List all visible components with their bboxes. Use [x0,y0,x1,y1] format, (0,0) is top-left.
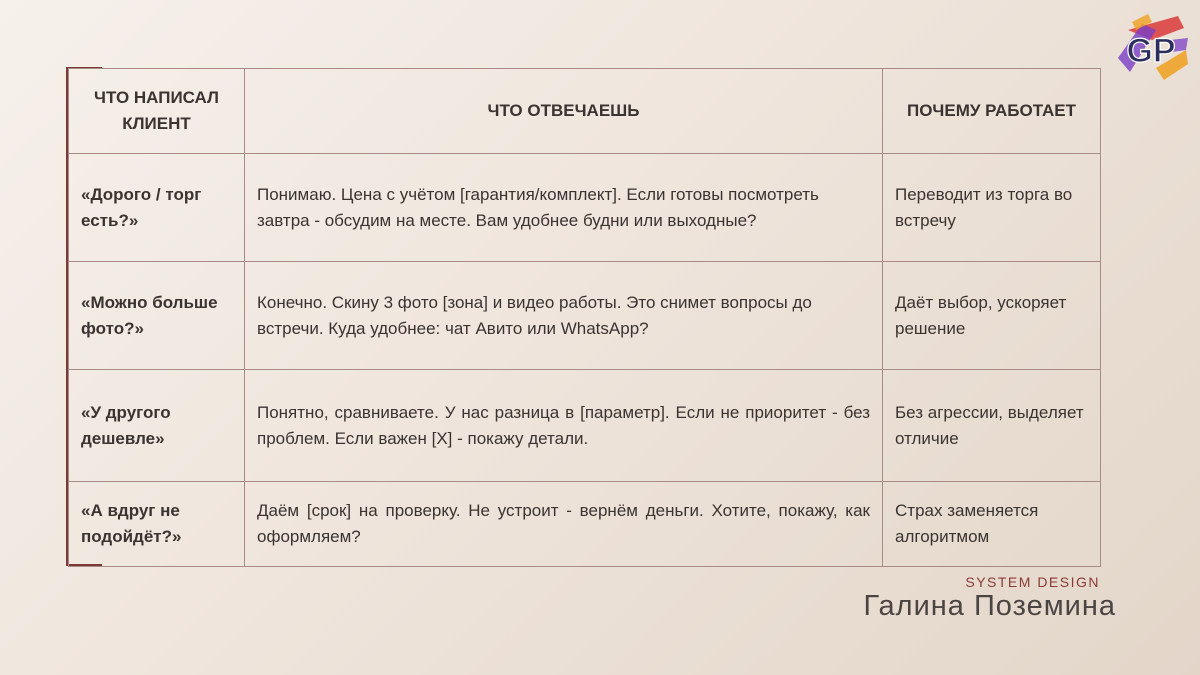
reason-text: Без агрессии, выделяет отличие [883,370,1101,482]
logo-text: GP [1126,32,1176,70]
client-message: «Можно больше фото?» [69,262,245,370]
client-message: «У другого дешевле» [69,370,245,482]
table-row [69,262,1101,370]
signature-name: Галина Поземина [863,590,1116,622]
table-row [69,154,1101,262]
answer-text: Конечно. Скину 3 фото [зона] и видео работы. Это снимет вопросы до встречи. Куда удобнее: чат Авито или WhatsApp? [245,262,883,370]
header-why: ПОЧЕМУ РАБОТАЕТ [883,69,1101,154]
answer-text: Понимаю. Цена с учётом [гарантия/комплект]. Если готовы посмотреть завтра - обсудим на месте. Вам удобнее будни или выходные? [245,154,883,262]
header-answer: ЧТО ОТВЕЧАЕШЬ [245,69,883,154]
client-message: «Дорого / торг есть?» [69,154,245,262]
reason-text: Страх заменяется алгоритмом [883,482,1101,567]
table-row [69,370,1101,482]
signature-tag: SYSTEM DESIGN [965,574,1100,590]
response-table [68,68,1100,566]
answer-text: Даём [срок] на проверку. Не устроит - вернём деньги. Хотите, покажу, как оформляем? [245,482,883,567]
table-row [69,482,1101,567]
table-header-row [69,69,1101,154]
answer-text: Понятно, сравниваете. У нас разница в [параметр]. Если не приоритет - без проблем. Если важен [X] - покажу детали. [245,370,883,482]
client-message: «А вдруг не подойдёт?» [69,482,245,567]
reason-text: Даёт выбор, ускоряет решение [883,262,1101,370]
brand-logo [1112,10,1190,88]
reason-text: Переводит из торга во встречу [883,154,1101,262]
gp-logo-icon [1112,10,1190,88]
header-client: ЧТО НАПИСАЛ КЛИЕНТ [69,69,245,154]
